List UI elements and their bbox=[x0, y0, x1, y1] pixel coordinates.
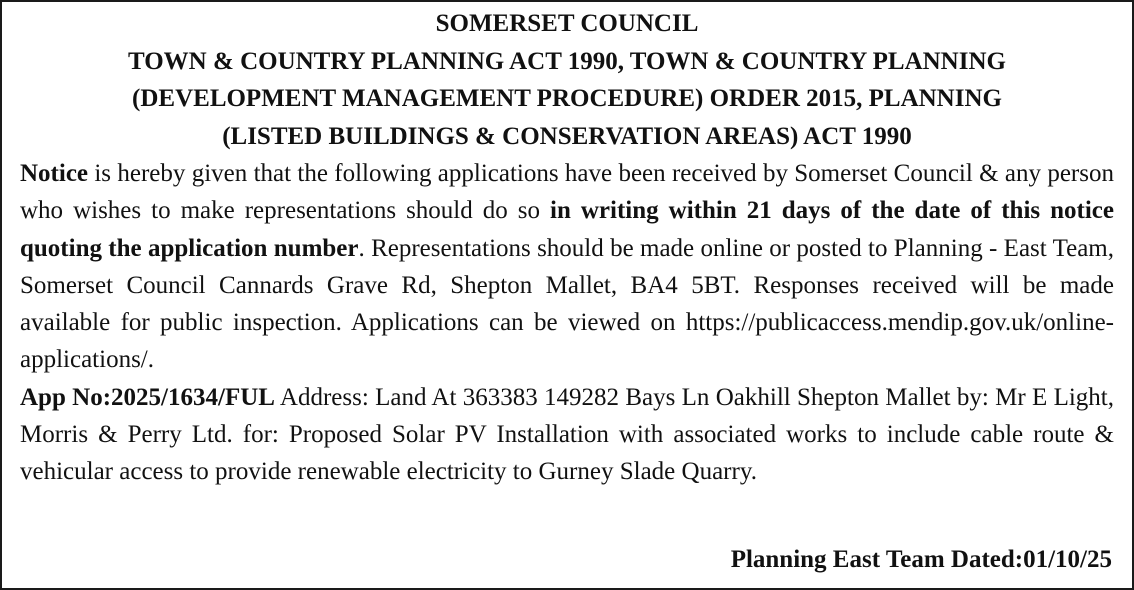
notice-text-1: is hereby given that the following applications have been received by Somerset Council & any person who wishes to make representations should do so bbox=[20, 160, 1114, 225]
acts-line-2: (DEVELOPMENT MANAGEMENT PROCEDURE) ORDER 2015, PLANNING bbox=[132, 85, 1002, 112]
notice-paragraph bbox=[20, 155, 1114, 379]
notice-emphasis: in writing within 21 days of the date of this notice quoting the application number bbox=[20, 197, 1114, 262]
dated-signature: Planning East Team Dated:01/10/25 bbox=[730, 545, 1112, 573]
council-name: SOMERSET COUNCIL bbox=[435, 10, 699, 37]
acts-line-3: (LISTED BUILDINGS & CONSERVATION AREAS) ACT 1990 bbox=[222, 122, 912, 150]
notice-text-2: . Representations should be made online or posted to Planning - East Team, Somerset Council Cannards Grave Rd, Shepton Mallet, BA4 5BT. Responses received will be made available for public inspection. Applications can be viewed on https://publicaccess.mendip.gov.uk/online-applications/. bbox=[20, 234, 1115, 374]
notice-lead: Notice bbox=[20, 160, 89, 187]
application-number: App No:2025/1634/FUL bbox=[20, 383, 275, 411]
application-details: Address: Land At 363383 149282 Bays Ln Oakhill Shepton Mallet by: Mr E Light, Morris & Perry Ltd. for: Proposed Solar PV Installation with associated works to include cable route & vehicular access to provide renewable electricity to Gurney Slade Quarry. bbox=[20, 383, 1114, 486]
application-paragraph bbox=[20, 379, 1114, 491]
acts-line-1: TOWN & COUNTRY PLANNING ACT 1990, TOWN & COUNTRY PLANNING bbox=[128, 47, 1006, 75]
